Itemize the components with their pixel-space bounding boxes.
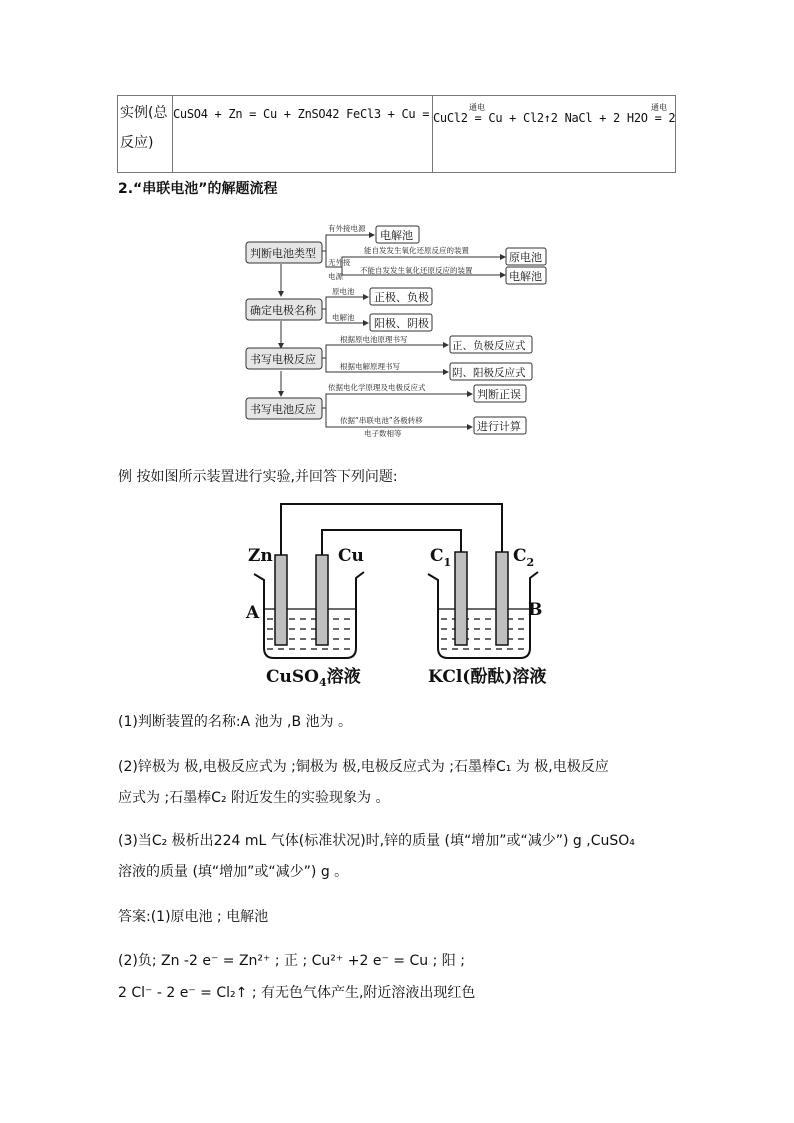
question-2-line2: 应式为 ;石墨棒C₂ 附近发生的实验现象为 。 [118, 790, 390, 806]
flowchart [240, 215, 560, 440]
example-intro: 例 按如图所示装置进行实验,并回答下列问题: [118, 469, 398, 485]
answer-2-line1: (2)负; Zn -2 e⁻ = Zn²⁺ ; 正 ; Cu²⁺ +2 e⁻ = Cu ; 阳 ; [118, 953, 465, 969]
question-3-line2: 溶液的质量 (填“增加”或“减少”) g 。 [118, 864, 349, 880]
flow-box-4: 书写电池反应 [250, 403, 316, 416]
answer-2-line2: 2 Cl⁻ - 2 e⁻ = Cl₂↑ ; 有无色气体产生,附近溶液出现红色 [118, 985, 476, 1001]
zn-label: Zn [248, 546, 273, 566]
beaker-a-label: A [246, 603, 260, 623]
table-row-label [118, 96, 173, 172]
cu-label: Cu [338, 546, 364, 566]
question-1: (1)判断装置的名称:A 池为 ,B 池为 。 [118, 714, 352, 730]
flow-label-1: 有外接电源 [328, 224, 366, 233]
zn-electrode [275, 555, 287, 645]
c2-electrode [496, 552, 508, 645]
flow-target-1: 电解池 [380, 229, 413, 242]
flow-target-2: 原电池 [509, 251, 542, 264]
section-heading: 2.“串联电池”的解题流程 [118, 181, 278, 197]
flow-target-5: 阳极、阴极 [374, 317, 429, 330]
flow-label-10: 依据电化学原理及电极反应式 [328, 383, 426, 392]
current-mark-1: 通电 [469, 103, 485, 112]
row-label-line1: 实例(总 [120, 105, 168, 121]
cell-c-text: CuCl2 = Cu + Cl2↑2 NaCl + 2 H2O = 2 [433, 111, 675, 125]
flow-label-12: 电子数相等 [364, 429, 402, 438]
flow-label-5: 不能自发发生氧化还原反应的装置 [360, 266, 473, 275]
reaction-table [117, 95, 676, 173]
question-2-line1: (2)锌极为 极,电极反应式为 ;铜极为 极,电极反应式为 ;石墨棒C₁ 为 极,电极反应 [118, 759, 609, 775]
table-cell-b [173, 96, 433, 172]
flow-target-4: 正极、负极 [374, 291, 429, 304]
c2-label: $C_2$ [513, 546, 535, 569]
flow-box-2: 确定电极名称 [250, 304, 316, 317]
flow-target-6: 正、负极反应式 [452, 340, 526, 352]
flow-label-11: 依据“串联电池”各极转移 [340, 416, 423, 425]
flow-box-3: 书写电极反应 [250, 353, 316, 366]
solution-right-label: KCl(酚酞)溶液 [428, 667, 547, 687]
current-mark-2: 通电 [651, 103, 667, 112]
beaker-b-label: B [528, 600, 543, 620]
c1-electrode [455, 552, 467, 645]
flow-target-3: 电解池 [509, 270, 542, 283]
cell-b-text: CuSO4 + Zn = Cu + ZnSO42 FeCl3 + Cu = [173, 107, 430, 121]
electrolysis-apparatus [240, 498, 560, 693]
solution-left-label: CuSO$_4$溶液 [266, 667, 361, 689]
question-3-line1: (3)当C₂ 极析出224 mL 气体(标准状况)时,锌的质量 (填“增加”或“减少”) g ,CuSO₄ [118, 833, 635, 849]
flow-label-6: 原电池 [332, 287, 355, 296]
table-cell-c [433, 96, 675, 172]
flow-target-7: 阴、阳极反应式 [452, 367, 526, 379]
flow-label-8: 根据原电池原理书写 [340, 335, 408, 344]
flow-label-7: 电解池 [332, 313, 355, 322]
flow-label-3: 电源 [328, 272, 343, 281]
flow-box-1: 判断电池类型 [250, 247, 316, 260]
flow-label-9: 根据电解原理书写 [340, 362, 400, 371]
row-label-line2: 反应) [120, 135, 154, 151]
flow-label-2: 无外接 [328, 258, 351, 267]
flow-target-9: 进行计算 [477, 420, 521, 433]
cu-electrode [316, 555, 328, 645]
flow-target-8: 判断正误 [477, 388, 521, 401]
flow-label-4: 能自发发生氧化还原反应的装置 [364, 246, 469, 255]
answer-1: 答案:(1)原电池 ; 电解池 [118, 909, 269, 925]
c1-label: $C_1$ [430, 546, 452, 569]
